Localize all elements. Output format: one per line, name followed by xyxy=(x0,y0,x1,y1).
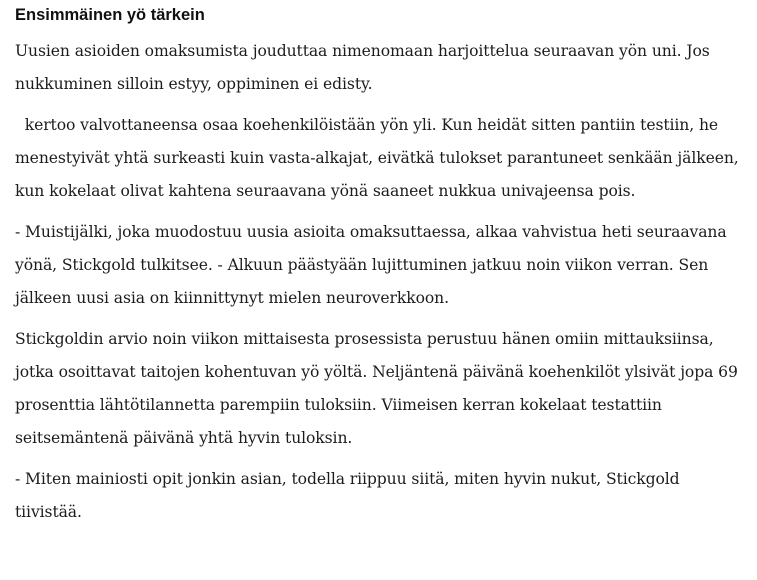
article-body xyxy=(15,0,750,529)
paragraph-4: Stickgoldin arvio noin viikon mittaisesta prosessista perustuu hänen omiin mittauksiinsa, jotka osoittavat taitojen kohentuvan yö yöltä. Neljäntenä päivänä koehenkilöt ylsivät jopa 69 prosenttia lähtötilannetta parempiin tuloksiin. Viimeisen kerran kokelaat testattiin seitsemäntenä päivänä yhtä hyvin tuloksin. xyxy=(15,330,738,447)
paragraph-2: kertoo valvottaneensa osaa koehenkilöistään yön yli. Kun heidät sitten pantiin testiin, he menestyivät yhtä surkeasti kuin vasta-alkajat, eivätkä tulokset parantuneet senkään jälkeen, kun kokelaat olivat kahtena seuraavana yönä saaneet nukkua univajeensa pois. xyxy=(15,116,744,200)
section-heading: Ensimmäinen yö tärkein xyxy=(15,6,205,24)
paragraph-3: - Muistijälki, joka muodostuu uusia asioita omaksuttaessa, alkaa vahvistua heti seuraavana yönä, Stickgold tulkitsee. - Alkuun päästyään lujittuminen jatkuu noin viikon verran. Sen jälkeen uusi asia on kiinnittynyt mielen neuroverkkoon. xyxy=(15,223,727,307)
paragraph-5: - Miten mainiosti opit jonkin asian, todella riippuu siitä, miten hyvin nukut, Stickgold tiivistää. xyxy=(15,470,680,521)
paragraph-1: Uusien asioiden omaksumista jouduttaa nimenomaan harjoittelua seuraavan yön uni. Jos nukkuminen silloin estyy, oppiminen ei edisty. xyxy=(15,42,710,93)
